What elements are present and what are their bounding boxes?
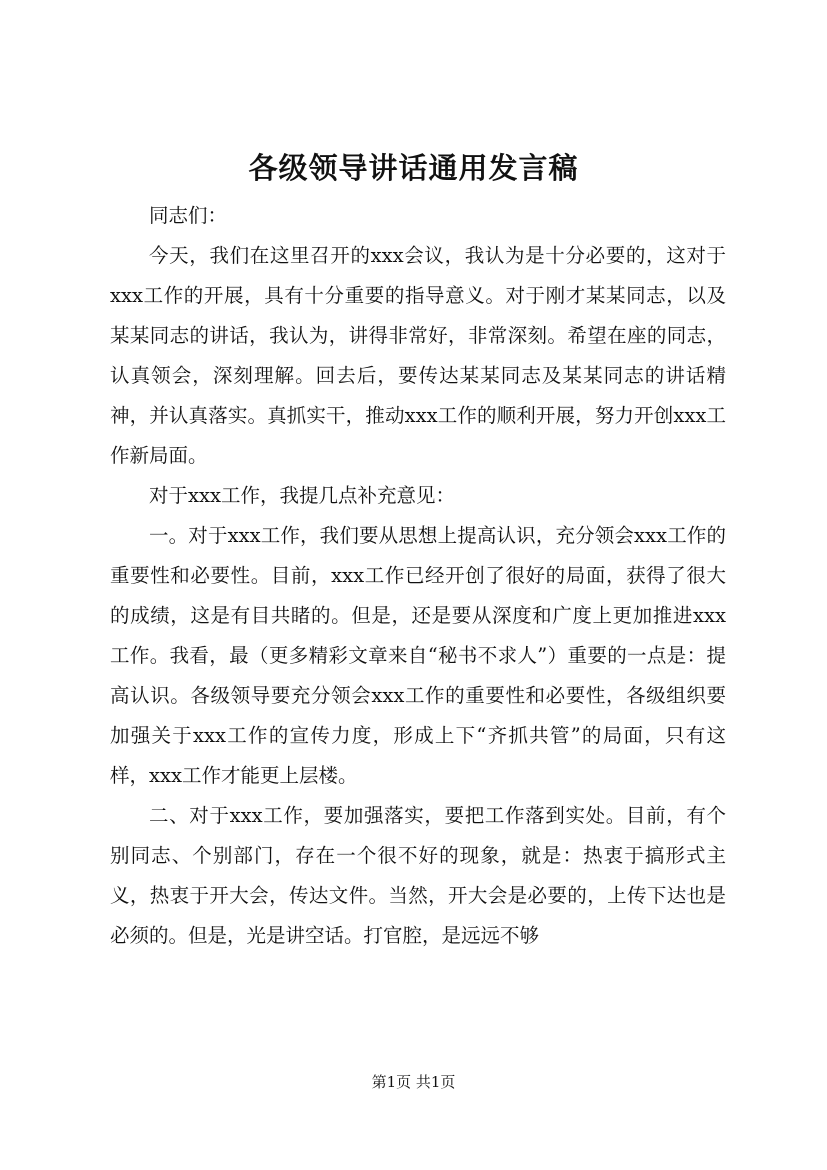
paragraph-intro-points: 对于xxx工作，我提几点补充意见： bbox=[149, 484, 455, 507]
document-title: 各级领导讲话通用发言稿 bbox=[248, 151, 579, 185]
document-body bbox=[110, 196, 726, 956]
paragraph-point-one: 一。对于xxx工作，我们要从思想上提高认识，充分领会xxx工作的重要性和必要性。目前，xxx工作已经开创了很好的局面，获得了很大的成绩，这是有目共睹的。但是，还是要从深度和广度上更加推进xxx工作。我看，最（更多精彩文章来自“秘书不求人”）重要的一点是：提高认识。各级领导要充分领会xxx工作的重要性和必要性，各级组织要加强关于xxx工作的宣传力度，形成上下“齐抓共管”的局面，只有这样，xxx工作才能更上层楼。 bbox=[110, 524, 726, 787]
paragraph-greeting: 同志们： bbox=[149, 204, 228, 227]
paragraph-opening: 今天，我们在这里召开的xxx会议，我认为是十分必要的，这对于xxx工作的开展，具有十分重要的指导意义。对于刚才某某同志，以及某某同志的讲话，我认为，讲得非常好，非常深刻。希望在座的同志，认真领会，深刻理解。回去后，要传达某某同志及某某同志的讲话精神，并认真落实。真抓实干，推动xxx工作的顺利开展，努力开创xxx工作新局面。 bbox=[110, 244, 726, 467]
page-footer: 第1页 共1页 bbox=[371, 1073, 456, 1091]
paragraph-point-two: 二、对于xxx工作，要加强落实，要把工作落到实处。目前，有个别同志、个别部门，存在一个很不好的现象，就是：热衷于搞形式主义，热衷于开大会，传达文件。当然，开大会是必要的，上传下达也是必须的。但是，光是讲空话。打官腔，是远远不够 bbox=[110, 804, 726, 947]
